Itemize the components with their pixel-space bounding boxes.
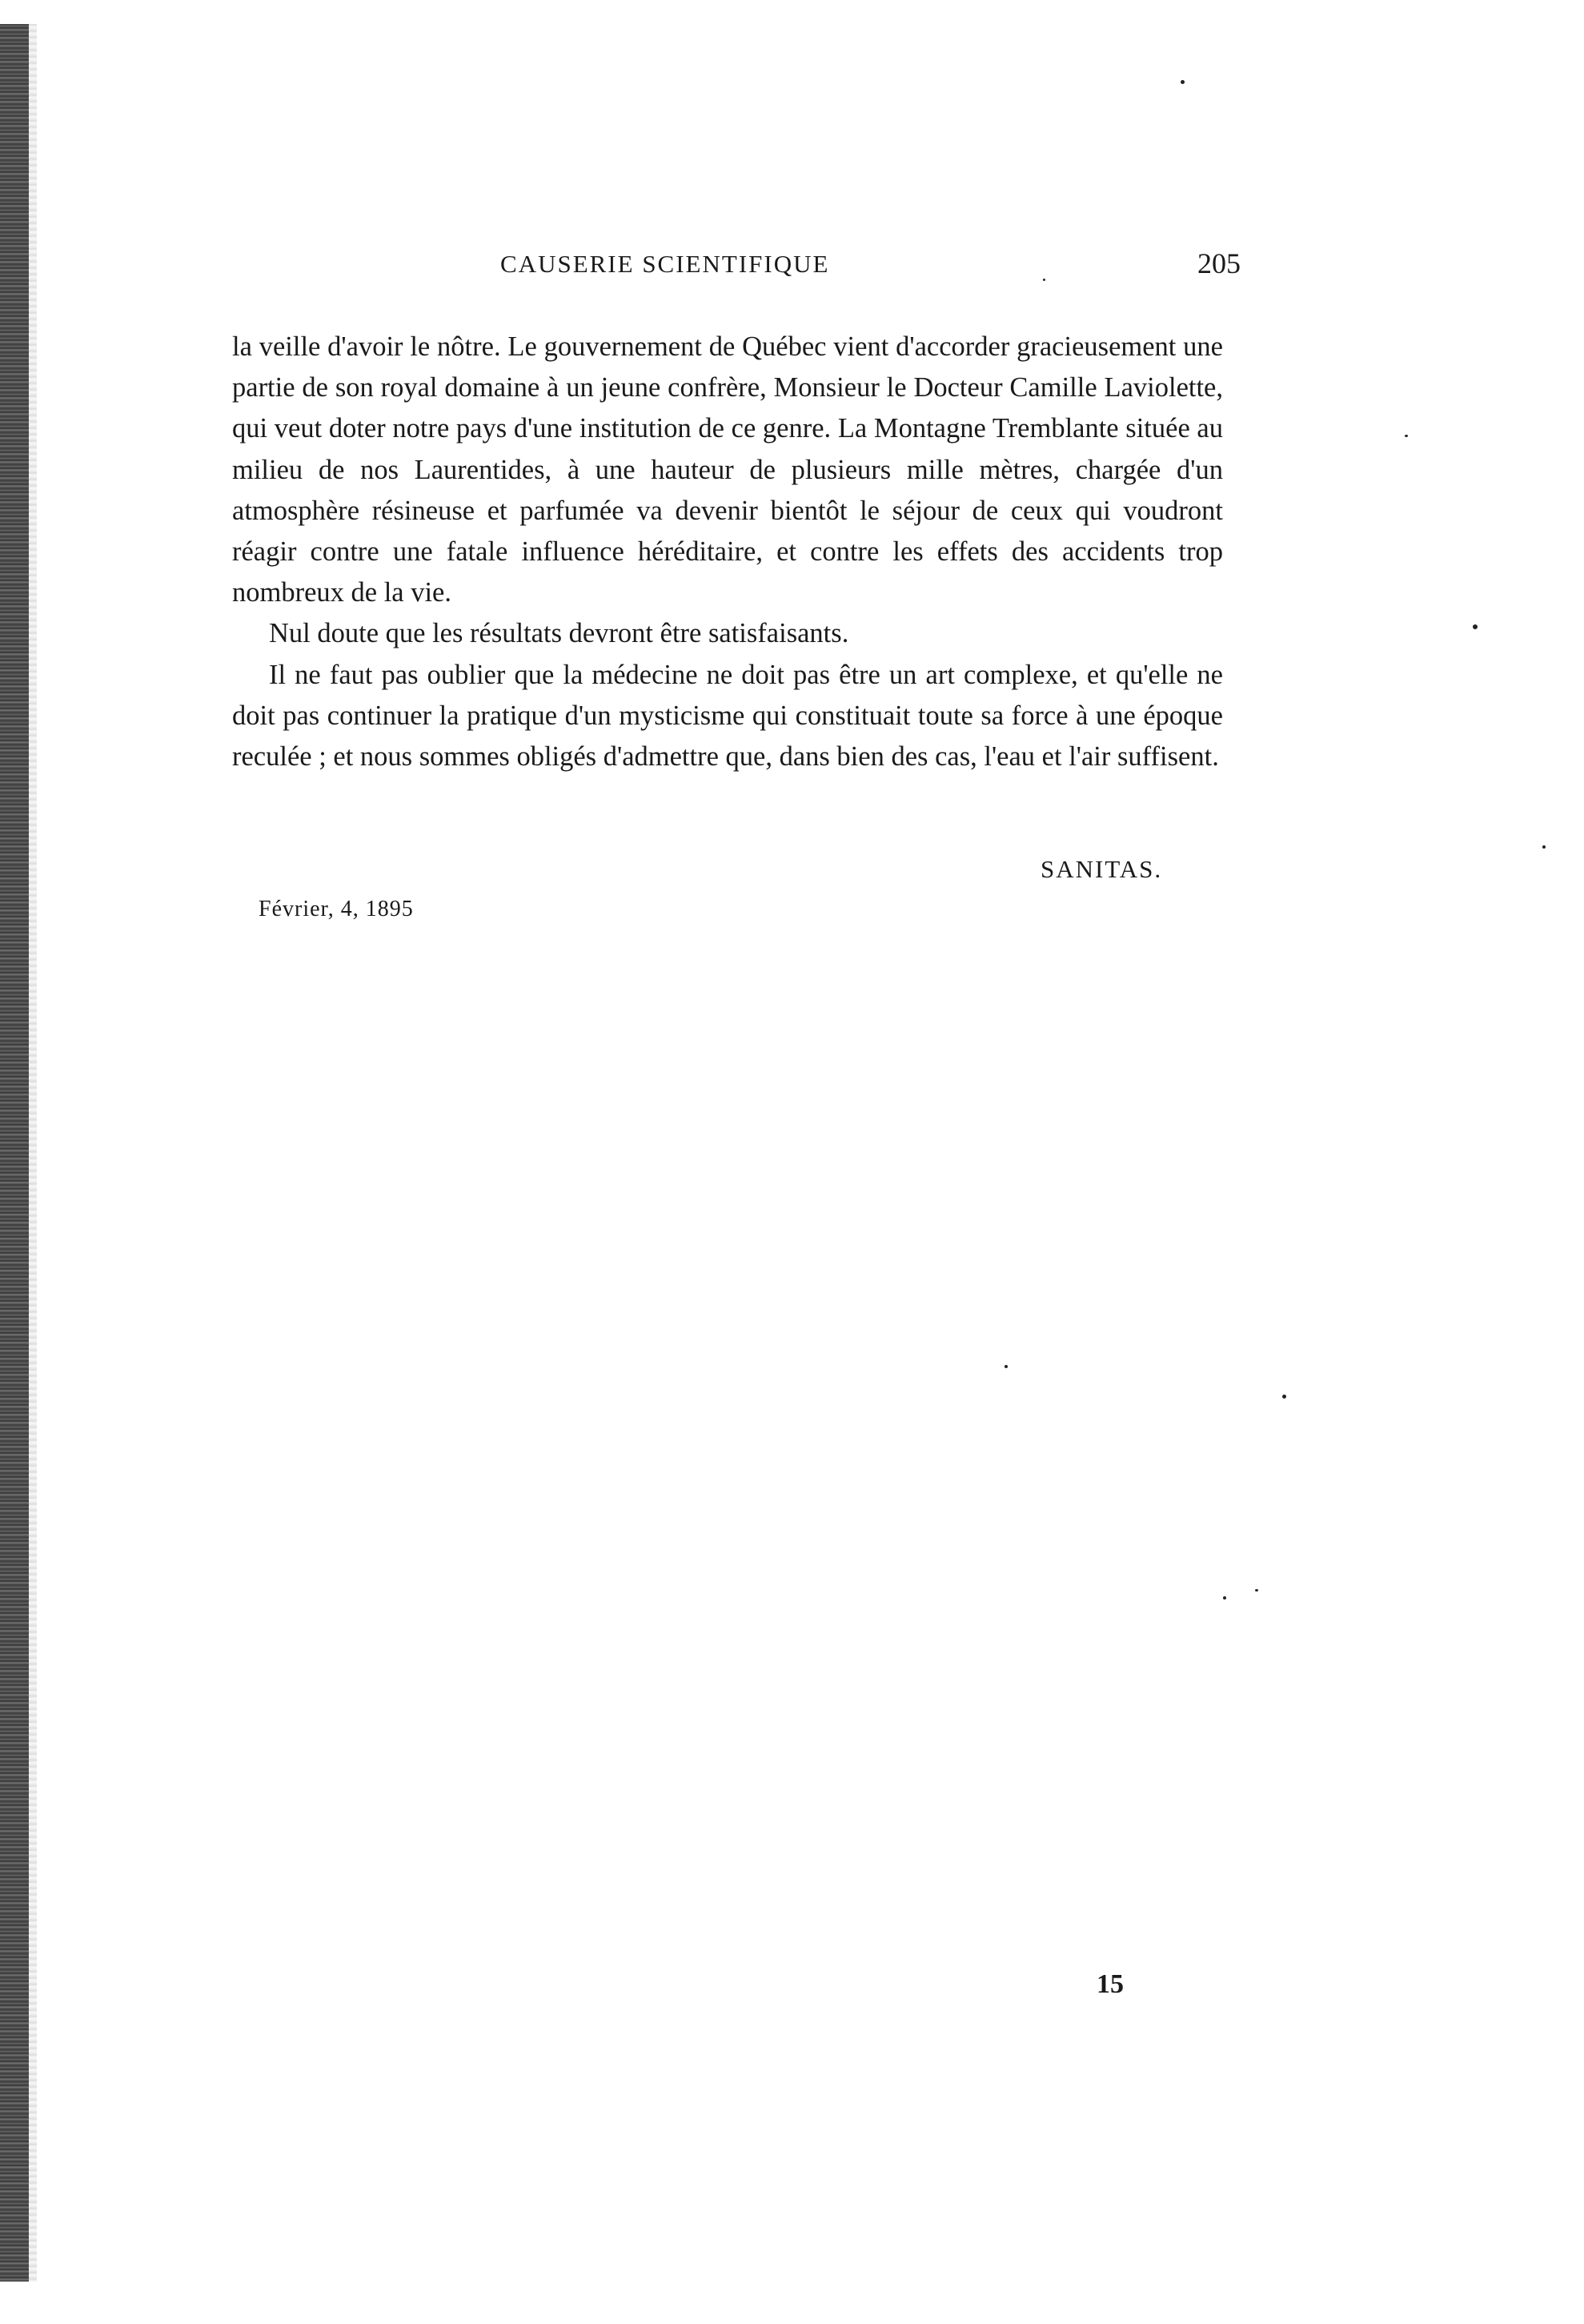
scan-binding-edge: [0, 24, 29, 2282]
body-text: [232, 327, 1223, 777]
scan-speck: [1223, 1596, 1226, 1600]
paragraph: la veille d'avoir le nôtre. Le gouvernement de Québec vient d'accorder gracieusement une partie de son royal domaine à un jeune confrère, Monsieur le Docteur Camille Laviolette, qui veut doter notre pays d'une institution de ce genre. La Montagne Tremblante située au milieu de nos Laurentides, à une hauteur de plusieurs mille mètres, chargée d'un atmosphère résineuse et parfumée va devenir bientôt le séjour de ceux qui voudront réagir contre une fatale influence héréditaire, et contre les effets des accidents trop nombreux de la vie.: [232, 331, 1223, 608]
paragraph: Nul doute que les résultats devront être satisfaisants.: [269, 618, 849, 649]
scan-speck: [1005, 1365, 1008, 1368]
page-number: 205: [1197, 247, 1241, 279]
scan-speck: [1181, 80, 1185, 84]
date-line: Février, 4, 1895: [259, 897, 414, 921]
scan-speck: [1405, 435, 1408, 437]
printer-signature-mark: 15: [1097, 1969, 1124, 1999]
scan-speck: [1282, 1395, 1286, 1399]
scan-speck: [1542, 845, 1546, 849]
scan-speck: [1255, 1589, 1258, 1591]
page-header: [232, 247, 1241, 290]
paragraph: Il ne faut pas oublier que la médecine ne doit pas être un art complexe, et qu'elle ne doit pas continuer la pratique d'un mysticisme qui constituait toute sa force à une époque reculée ; et nous sommes obligés d'admettre que, dans bien des cas, l'eau et l'air suffisent.: [232, 659, 1223, 773]
scan-speck: [1473, 624, 1478, 629]
scan-speck: [1043, 279, 1045, 281]
running-title: CAUSERIE SCIENTIFIQUE: [500, 250, 830, 278]
author-signature: SANITAS.: [1041, 855, 1163, 883]
